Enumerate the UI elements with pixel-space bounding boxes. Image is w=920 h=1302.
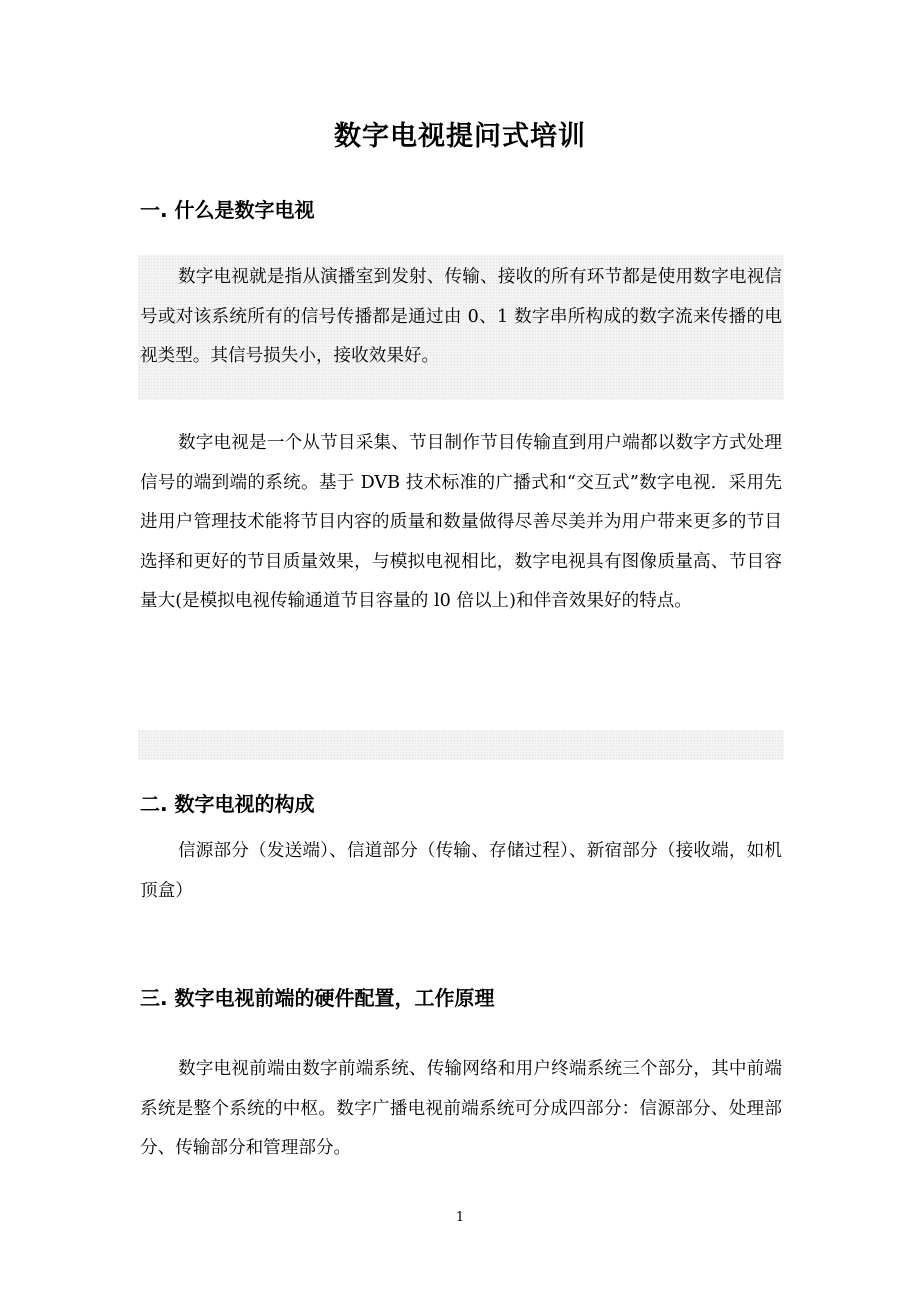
shaded-separator: [138, 730, 784, 760]
paragraph-block: [138, 424, 784, 622]
section-heading-3: 三. 数字电视前端的硬件配置，工作原理: [140, 986, 495, 1010]
page-number: 1: [455, 1210, 465, 1225]
paragraph-block: [138, 832, 784, 911]
section-heading-1: 一. 什么是数字电视: [140, 198, 315, 222]
document-title: 数字电视提问式培训: [334, 121, 586, 152]
section-heading-2: 二. 数字电视的构成: [140, 792, 315, 816]
paragraph-system-description: 数字电视是一个从节目采集、节目制作节目传输直到用户端都以数字方式处理信号的端到端的系统。基于 DVB 技术标准的广播式和“交互式”数字电视．采用先进用户管理技术能将节目内容的质量和数量做得尽善尽美并为用户带来更多的节目选择和更好的节目质量效果，与模拟电视相比，数字电视具有图像质量高、节目容量大(是模拟电视传输通道节目容量的 l0 倍以上)和伴音效果好的特点。: [140, 433, 782, 611]
paragraph-definition: 数字电视就是指从演播室到发射、传输、接收的所有环节都是使用数字电视信号或对该系统所有的信号传播都是通过由 0、1 数字串所构成的数字流来传播的电视类型。其信号损失小，接收效果好。: [140, 267, 782, 366]
paragraph-composition: 信源部分（发送端）、信道部分（传输、存储过程）、新宿部分（接收端，如机顶盒）: [140, 841, 782, 901]
highlighted-paragraph-block: [138, 255, 784, 400]
paragraph-block: [138, 1050, 784, 1169]
paragraph-headend: 数字电视前端由数字前端系统、传输网络和用户终端系统三个部分，其中前端系统是整个系统的中枢。数字广播电视前端系统可分成四部分：信源部分、处理部分、传输部分和管理部分。: [140, 1059, 782, 1158]
